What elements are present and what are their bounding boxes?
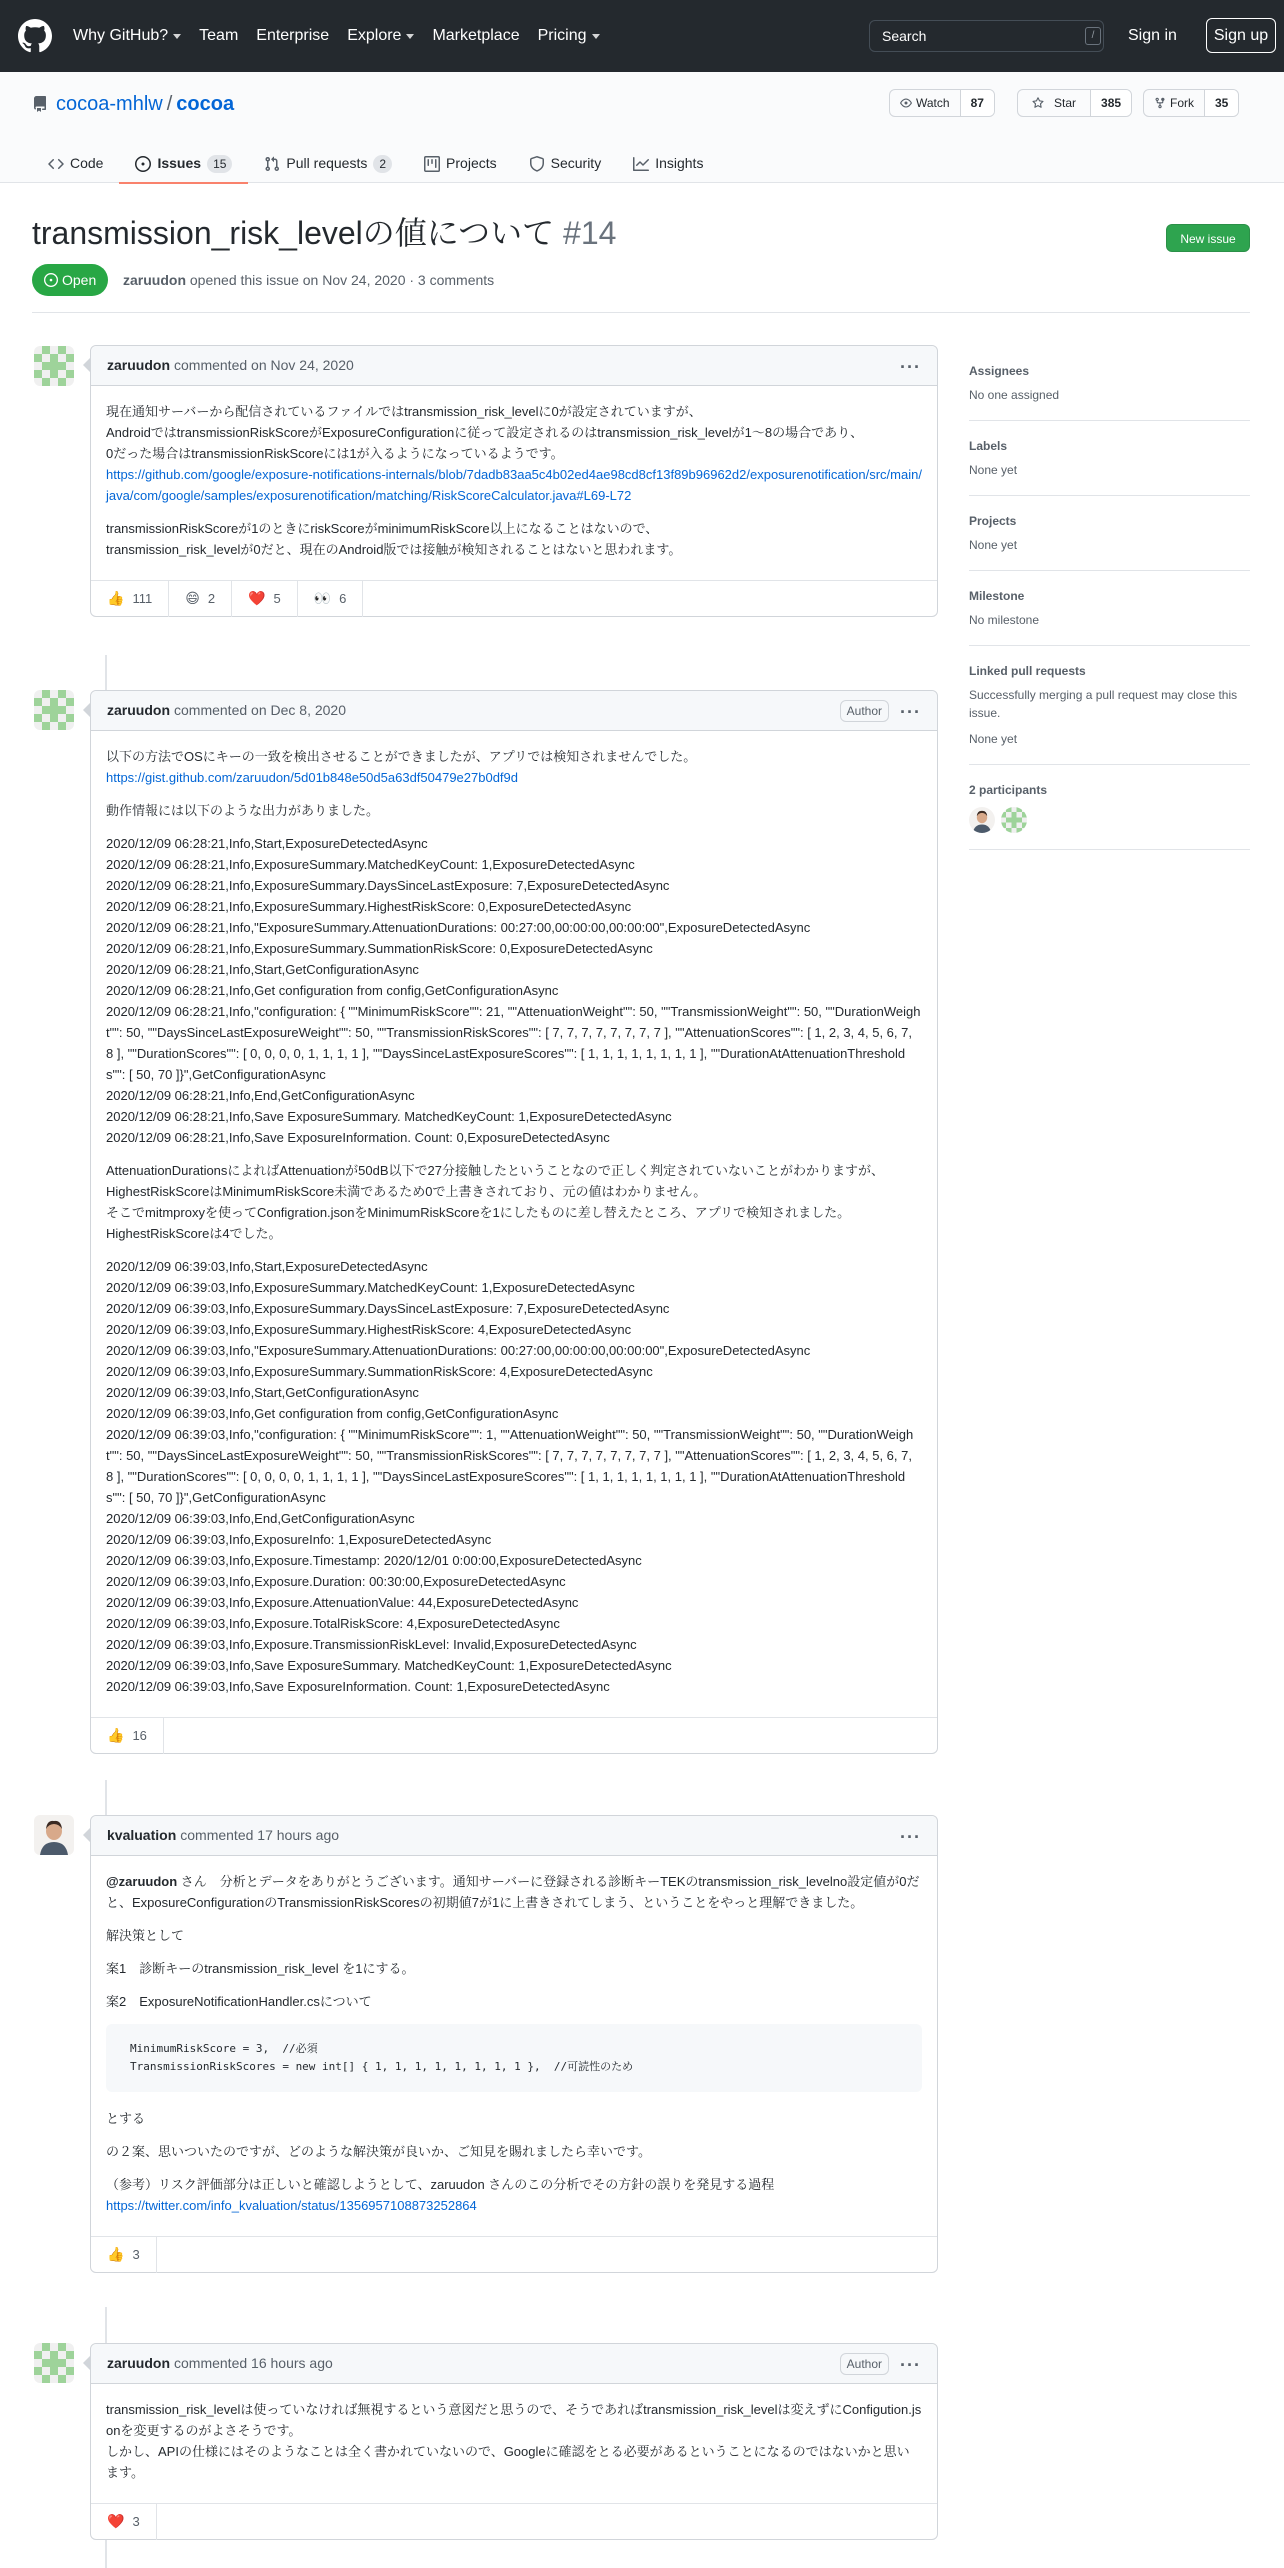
chevron-down-icon — [406, 34, 414, 39]
watch-label-text: Watch — [916, 96, 950, 110]
fork-label[interactable] — [1144, 90, 1205, 116]
gist-link[interactable]: https://gist.github.com/zaruudon/5d01b848e50d5a63df50479e27b0df9d — [106, 770, 519, 785]
comment-author-link[interactable]: zaruudon — [107, 702, 170, 718]
sidebar-value: None yet — [969, 732, 1018, 746]
issue-state-label: Open — [62, 271, 97, 288]
reaction-thumbs-up[interactable] — [91, 581, 169, 617]
timeline-comment — [90, 1815, 938, 2273]
star-label-text: Star — [1054, 96, 1077, 110]
tab-code[interactable] — [32, 144, 119, 183]
log-line: 2020/12/09 06:39:03,Info,Exposure.TotalRiskScore: 4,ExposureDetectedAsync — [106, 1616, 560, 1631]
log-line: 2020/12/09 06:28:21,Info,ExposureSummary.HighestRiskScore: 0,ExposureDetectedAsync — [106, 899, 632, 914]
comment-header — [91, 346, 937, 386]
nav-item-label: Enterprise — [256, 27, 330, 44]
reaction-heart[interactable] — [91, 2504, 157, 2540]
pull-request-icon — [264, 156, 280, 172]
project-icon — [424, 156, 440, 172]
comment-paragraph: AttenuationDurationsによればAttenuationが50dB以下で27分接触したということなので正しく判定されていないことがわかりますが、 HighestRiskScoreはMinimumRiskScore未満であるため0で上書きされており、元の値はわかりません。 そこでmitmproxyを使ってConfigration.jsonをMinimumRiskScoreを1にしたものに差し替えたところ、アプリで検知されました。 HighestRiskScoreは4でした。 — [106, 1163, 885, 1241]
log-line: 2020/12/09 06:28:21,Info,End,GetConfigurationAsync — [106, 1088, 415, 1103]
person-avatar-icon — [34, 1815, 74, 1855]
log-line: 2020/12/09 06:39:03,Info,Start,ExposureDetectedAsync — [106, 1259, 428, 1274]
heart-icon: ❤️ — [107, 2513, 125, 2529]
code-block: MinimumRiskScore = 3, //必須 TransmissionRiskScores = new int[] { 1, 1, 1, 1, 1, 1, 1, 1 }, //可読性のため — [106, 2024, 922, 2092]
log-line: 2020/12/09 06:28:21,Info,ExposureSummary.SummationRiskScore: 0,ExposureDetectedAsync — [106, 941, 653, 956]
graph-icon — [633, 156, 649, 172]
comment-body — [91, 1856, 937, 2236]
comment-paragraph: transmission_risk_levelは使っていなければ無視するという意図だと思うので、そうであればtransmission_risk_levelは変えずにConfigution.jsonを変更するのがよさそうです。 しかし、APIの仕様にはそのようなことは全く書かれていないので、Googleに確認をとる必要があるということになるのではないかと思います。 — [106, 2402, 922, 2480]
log-line: 2020/12/09 06:39:03,Info,Exposure.Duration: 00:30:00,ExposureDetectedAsync — [106, 1574, 566, 1589]
comment-paragraph: 以下の方法でOSにキーの一致を検出させることができましたが、アプリでは検知されませんでした。 — [106, 749, 697, 764]
sidebar-title: Projects — [969, 514, 1017, 528]
avatar[interactable] — [34, 690, 74, 730]
fork-label-text: Fork — [1170, 96, 1194, 110]
new-issue-button[interactable]: New issue — [1166, 224, 1250, 252]
comment-link[interactable] — [106, 464, 922, 506]
reaction-count: 3 — [132, 2513, 140, 2529]
comment-timestamp[interactable]: commented on Nov 24, 2020 — [174, 357, 354, 373]
comment-author-link[interactable]: zaruudon — [107, 357, 170, 373]
star-icon — [1032, 97, 1044, 109]
comment-body — [91, 2384, 937, 2503]
log-line: 2020/12/09 06:39:03,Info,ExposureSummary.SummationRiskScore: 4,ExposureDetectedAsync — [106, 1364, 653, 1379]
comment-timestamp[interactable]: commented 16 hours ago — [174, 2355, 333, 2371]
repo-path-separator: / — [166, 93, 173, 115]
sidebar-title: Labels — [969, 439, 1008, 453]
star-button[interactable] — [1017, 89, 1132, 117]
tab-issues-label: Issues — [157, 155, 202, 171]
reaction-count: 3 — [132, 2246, 140, 2262]
nav-item[interactable] — [199, 24, 238, 48]
sidebar-value: None yet — [969, 463, 1018, 477]
identicon-icon — [34, 2343, 74, 2383]
tab-security-label: Security — [550, 155, 602, 171]
reaction-thumbs-up[interactable] — [91, 2237, 157, 2273]
issue-state-badge — [32, 264, 108, 296]
nav-item-label: Team — [199, 27, 239, 44]
comment-paragraph: 解決策として — [106, 1928, 185, 1943]
sidebar-linked-prs — [969, 646, 1250, 765]
fork-count[interactable]: 35 — [1205, 90, 1238, 116]
author-badge: Author — [840, 2353, 889, 2375]
log-line: 2020/12/09 06:28:21,Info,Start,GetConfigurationAsync — [106, 962, 419, 977]
star-label[interactable] — [1018, 90, 1091, 116]
comment-paragraph: 現在通知サーバーから配信されているファイルではtransmission_risk_levelに0が設定されていますが、 AndroidではtransmissionRiskScoreがExposureConfigurationに従って設定されるのはtransmission_risk_levelが1～8の場合であり、 0だった場合はtransmissionRiskScoreには1が入るようになっているようです。 — [106, 404, 864, 461]
timeline-connector — [105, 655, 107, 690]
issue-title-text: transmission_risk_levelの値について — [32, 215, 555, 251]
log-output — [106, 1256, 922, 1697]
comment-paragraph: とする — [106, 2111, 146, 2126]
tab-issues[interactable] — [119, 144, 248, 183]
nav-item[interactable] — [432, 24, 519, 48]
github-logo-icon[interactable] — [18, 19, 52, 53]
log-line: 2020/12/09 06:39:03,Info,ExposureSummary.MatchedKeyCount: 1,ExposureDetectedAsync — [106, 1280, 635, 1295]
thumbs-up-icon: 👍 — [107, 1727, 125, 1743]
reaction-count: 6 — [339, 590, 347, 606]
comment-header — [91, 2344, 937, 2384]
comment-body — [91, 386, 937, 580]
sign-up-button[interactable]: Sign up — [1206, 18, 1276, 53]
avatar[interactable] — [34, 2343, 74, 2383]
tab-insights-label: Insights — [655, 155, 704, 171]
log-line: 2020/12/09 06:39:03,Info,ExposureInfo: 1,ExposureDetectedAsync — [106, 1532, 492, 1547]
log-line: 2020/12/09 06:39:03,Info,End,GetConfigurationAsync — [106, 1511, 415, 1526]
log-line: 2020/12/09 06:39:03,Info,ExposureSummary.HighestRiskScore: 4,ExposureDetectedAsync — [106, 1322, 632, 1337]
sidebar-labels — [969, 421, 1250, 496]
timeline-connector — [105, 1780, 107, 1816]
reaction-count: 16 — [132, 1727, 147, 1743]
log-line: 2020/12/09 06:28:21,Info,"ExposureSummary.AttenuationDurations: 00:27:00,00:00:00,00:00:00",ExposureDetectedAsync — [106, 920, 811, 935]
repo-icon — [32, 96, 48, 112]
user-mention-link[interactable]: @zaruudon — [106, 1874, 178, 1889]
comment-paragraph: 動作情報には以下のような出力がありました。 — [106, 803, 380, 818]
avatar[interactable] — [34, 346, 74, 386]
reactions-bar — [91, 2236, 937, 2272]
eye-icon — [900, 97, 912, 109]
kebab-menu-icon[interactable]: ··· — [900, 2355, 921, 2375]
comment-text: さん 分析とデータをありがとうございます。通知サーバーに登録される診断キーTEKのtransmission_risk_levelno設定値が0だと、ExposureConfigurationのTransmissionRiskScoresの初期値7が1に上書きされてしまう、ということをやっと理解できました。 — [106, 1874, 920, 1910]
sidebar-title: Linked pull requests — [969, 664, 1086, 678]
shield-icon — [529, 156, 545, 172]
watch-label[interactable] — [890, 90, 961, 116]
log-line: 2020/12/09 06:39:03,Info,"ExposureSummary.AttenuationDurations: 00:27:00,00:00:00,00:00:00",ExposureDetectedAsync — [106, 1343, 811, 1358]
comment-paragraph — [106, 1871, 922, 1913]
reactions-bar — [91, 580, 937, 616]
issue-author-link[interactable]: zaruudon — [123, 272, 186, 288]
issue-sidebar — [969, 340, 1250, 850]
issue-meta-text: opened this issue on Nov 24, 2020 · 3 comments — [189, 272, 495, 288]
comment-author-link[interactable]: zaruudon — [107, 2355, 170, 2371]
reaction-thumbs-up[interactable] — [91, 1718, 164, 1754]
reactions-bar — [91, 1717, 937, 1753]
log-line: 2020/12/09 06:28:21,Info,"configuration: { ""MinimumRiskScore"": 21, ""AttenuationWeight"": 50, ""TransmissionWeight"": 50, ""DurationWeight"": 50, ""DaysSinceLastExposureWeight"": 50, ""TransmissionRiskScores"": [ 7, 7, 7, 7, 7, 7, 7, 7 ], ""AttenuationScores"": [ 1, 2, 3, 4, 5, 6, 7, 8 ], ""DurationScores"": [ 0, 0, 0, 0, 1, 1, 1, 1 ], ""DaysSinceLastExposureScores"": [ 1, 1, 1, 1, 1, 1, 1, 1 ], ""DurationAtAttenuationThresholds"": [ 50, 70 ]}",GetConfigurationAsync — [106, 1004, 921, 1082]
reaction-count: 111 — [132, 590, 153, 606]
search-shortcut-key: / — [1085, 27, 1101, 45]
watch-button[interactable] — [889, 89, 995, 117]
log-line: 2020/12/09 06:39:03,Info,Get configuration from config,GetConfigurationAsync — [106, 1406, 559, 1421]
log-line: 2020/12/09 06:39:03,Info,Exposure.TransmissionRiskLevel: Invalid,ExposureDetectedAsync — [106, 1637, 637, 1652]
code-icon — [48, 156, 64, 172]
issue-opened-icon — [44, 273, 58, 287]
thumbs-up-icon: 👍 — [107, 590, 125, 606]
sidebar-title: Milestone — [969, 589, 1025, 603]
comment-header — [91, 1816, 937, 1856]
nav-item-label: Pricing — [537, 27, 587, 44]
identicon-icon — [34, 346, 74, 386]
comment-body — [91, 731, 937, 1717]
issue-number: #14 — [563, 215, 617, 251]
sidebar-assignees — [969, 340, 1250, 421]
sidebar-milestone — [969, 571, 1250, 646]
tab-pull-requests[interactable] — [248, 144, 408, 183]
comment-paragraph: 案2 ExposureNotificationHandler.csについて — [106, 1994, 372, 2009]
chevron-down-icon — [173, 34, 181, 39]
log-line: 2020/12/09 06:39:03,Info,Exposure.AttenuationValue: 44,ExposureDetectedAsync — [106, 1595, 579, 1610]
log-line: 2020/12/09 06:28:21,Info,Save ExposureSummary. MatchedKeyCount: 1,ExposureDetectedAsync — [106, 1109, 672, 1124]
reaction-eyes[interactable] — [298, 581, 364, 617]
heart-icon: ❤️ — [248, 590, 266, 606]
sidebar-value: None yet — [969, 538, 1018, 552]
log-line: 2020/12/09 06:28:21,Info,Save ExposureInformation. Count: 0,ExposureDetectedAsync — [106, 1130, 610, 1145]
tab-code-label: Code — [70, 155, 104, 171]
nav-item-label: Why GitHub? — [73, 27, 169, 44]
person-avatar-icon — [969, 807, 995, 833]
log-output — [106, 833, 922, 1148]
sidebar-title: Assignees — [969, 364, 1030, 378]
reaction-count: 2 — [207, 590, 216, 606]
comment-timestamp[interactable]: commented 17 hours ago — [180, 1827, 340, 1843]
issue-title — [32, 213, 616, 253]
nav-item[interactable] — [73, 24, 181, 48]
fork-button[interactable] — [1143, 89, 1239, 117]
nav-item-label: Marketplace — [432, 27, 520, 44]
participant-avatar[interactable] — [969, 807, 995, 833]
timeline-comment — [90, 2343, 938, 2540]
log-line: 2020/12/09 06:39:03,Info,Start,GetConfigurationAsync — [106, 1385, 419, 1400]
log-line: 2020/12/09 06:39:03,Info,Save ExposureSummary. MatchedKeyCount: 1,ExposureDetectedAsync — [106, 1658, 672, 1673]
tab-projects[interactable] — [408, 144, 513, 183]
comment-paragraph: （参考）リスク評価部分は正しいと確認しようとして、zaruudon さんのこの分析でその方針の誤りを発見する過程 — [106, 2177, 775, 2192]
sidebar-projects — [969, 496, 1250, 571]
comment-paragraph: 案1 診断キーのtransmission_risk_level を1にする。 — [106, 1961, 415, 1976]
laugh-icon: 😄 — [185, 590, 200, 606]
repo-header — [0, 72, 1284, 183]
thumbs-up-icon: 👍 — [107, 2246, 125, 2262]
log-line: 2020/12/09 06:28:21,Info,Get configuration from config,GetConfigurationAsync — [106, 983, 559, 998]
tab-pull-requests-label: Pull requests — [286, 155, 368, 171]
issue-meta — [123, 270, 494, 291]
repo-name-link[interactable]: cocoa — [176, 93, 235, 115]
comment-paragraph: の２案、思いついたのですが、どのような解決策が良いか、ご知見を賜れましたら幸いです。 — [106, 2144, 651, 2159]
log-line: 2020/12/09 06:39:03,Info,Save ExposureInformation. Count: 1,ExposureDetectedAsync — [106, 1679, 610, 1694]
sidebar-participants — [969, 765, 1250, 850]
participants-list — [969, 807, 1250, 833]
pull-requests-counter: 2 — [373, 155, 392, 173]
reactions-bar — [91, 2503, 937, 2539]
nav-item[interactable] — [347, 24, 414, 48]
identicon-icon — [1001, 807, 1027, 833]
identicon-icon — [34, 690, 74, 730]
github-source-link[interactable]: https://github.com/google/exposure-notifications-internals/blob/7dadb83aa5c4b02ed4ae98cd8cf13f89b96962d2/exposurenotification/src/main/java/com/google/samples/exposurenotification/matching/RiskScoreCalculator.java#L69-L72 — [106, 467, 922, 503]
timeline-connector — [105, 2307, 107, 2343]
log-line: 2020/12/09 06:39:03,Info,Exposure.Timestamp: 2020/12/01 0:00:00,ExposureDetectedAsync — [106, 1553, 642, 1568]
eyes-icon: 👀 — [313, 590, 332, 606]
repo-owner-link[interactable]: cocoa-mhlw — [56, 93, 163, 115]
nav-item-label: Explore — [347, 27, 402, 44]
repo-title — [32, 89, 234, 119]
issues-counter: 15 — [207, 155, 232, 173]
tab-insights[interactable] — [617, 144, 719, 183]
sign-in-link[interactable]: Sign in — [1128, 27, 1177, 44]
global-nav — [73, 0, 618, 72]
log-line: 2020/12/09 06:39:03,Info,"configuration: { ""MinimumRiskScore"": 1, ""AttenuationWeight"": 50, ""TransmissionWeight"": 50, ""DurationWeight"": 50, ""DaysSinceLastExposureWeight"": 50, ""TransmissionRiskScores"": [ 7, 7, 7, 7, 7, 7, 7, 7 ], ""AttenuationScores"": [ 1, 2, 3, 4, 5, 6, 7, 8 ], ""DurationScores"": [ 0, 0, 0, 0, 1, 1, 1, 1 ], ""DaysSinceLastExposureScores"": [ 1, 1, 1, 1, 1, 1, 1, 1 ], ""DurationAtAttenuationThresholds"": [ 50, 70 ]}",GetConfigurationAsync — [106, 1427, 914, 1505]
issue-header-divider — [32, 312, 1250, 313]
timeline-comment — [90, 345, 938, 617]
reaction-heart[interactable] — [232, 581, 298, 617]
timeline-comment — [90, 690, 938, 1754]
log-line: 2020/12/09 06:28:21,Info,ExposureSummary.MatchedKeyCount: 1,ExposureDetectedAsync — [106, 857, 635, 872]
comment-paragraph: transmissionRiskScoreが1のときにriskScoreがminimumRiskScore以上になることはないので、 transmission_risk_levelが0だと、現在のAndroid版では接触が検知されることはないと思われます。 — [106, 521, 682, 557]
author-badge: Author — [840, 700, 889, 722]
global-header — [0, 0, 1284, 72]
chevron-down-icon — [592, 34, 600, 39]
nav-item[interactable] — [256, 24, 329, 48]
twitter-link[interactable]: https://twitter.com/info_kvaluation/status/1356957108873252864 — [106, 2198, 477, 2213]
avatar[interactable] — [34, 1815, 74, 1855]
log-line: 2020/12/09 06:28:21,Info,Start,ExposureDetectedAsync — [106, 836, 428, 851]
watch-count[interactable]: 87 — [961, 90, 994, 116]
nav-item[interactable] — [538, 24, 600, 48]
search-input[interactable]: Search — [869, 20, 1104, 52]
kebab-menu-icon[interactable]: ··· — [900, 1827, 921, 1847]
fork-icon — [1154, 97, 1166, 109]
star-count[interactable]: 385 — [1091, 90, 1131, 116]
sidebar-value: No milestone — [969, 613, 1040, 627]
comment-author-link[interactable]: kvaluation — [107, 1827, 177, 1843]
issue-opened-icon — [135, 156, 151, 172]
comment-header — [91, 691, 937, 731]
tab-security[interactable] — [513, 144, 618, 183]
tab-projects-label: Projects — [446, 155, 497, 171]
repo-tabs — [32, 144, 719, 183]
comment-timestamp[interactable]: commented on Dec 8, 2020 — [174, 702, 346, 718]
reaction-laugh[interactable] — [169, 581, 232, 617]
sidebar-title: 2 participants — [969, 783, 1048, 797]
sidebar-value: No one assigned — [969, 388, 1060, 402]
sidebar-description: Successfully merging a pull request may close this issue. — [969, 688, 1238, 720]
log-line: 2020/12/09 06:39:03,Info,ExposureSummary.DaysSinceLastExposure: 7,ExposureDetectedAsync — [106, 1301, 670, 1316]
log-line: 2020/12/09 06:28:21,Info,ExposureSummary.DaysSinceLastExposure: 7,ExposureDetectedAsync — [106, 878, 670, 893]
kebab-menu-icon[interactable]: ··· — [900, 357, 921, 377]
reaction-count: 5 — [273, 590, 281, 606]
participant-avatar[interactable] — [1001, 807, 1027, 833]
kebab-menu-icon[interactable]: ··· — [900, 702, 921, 722]
